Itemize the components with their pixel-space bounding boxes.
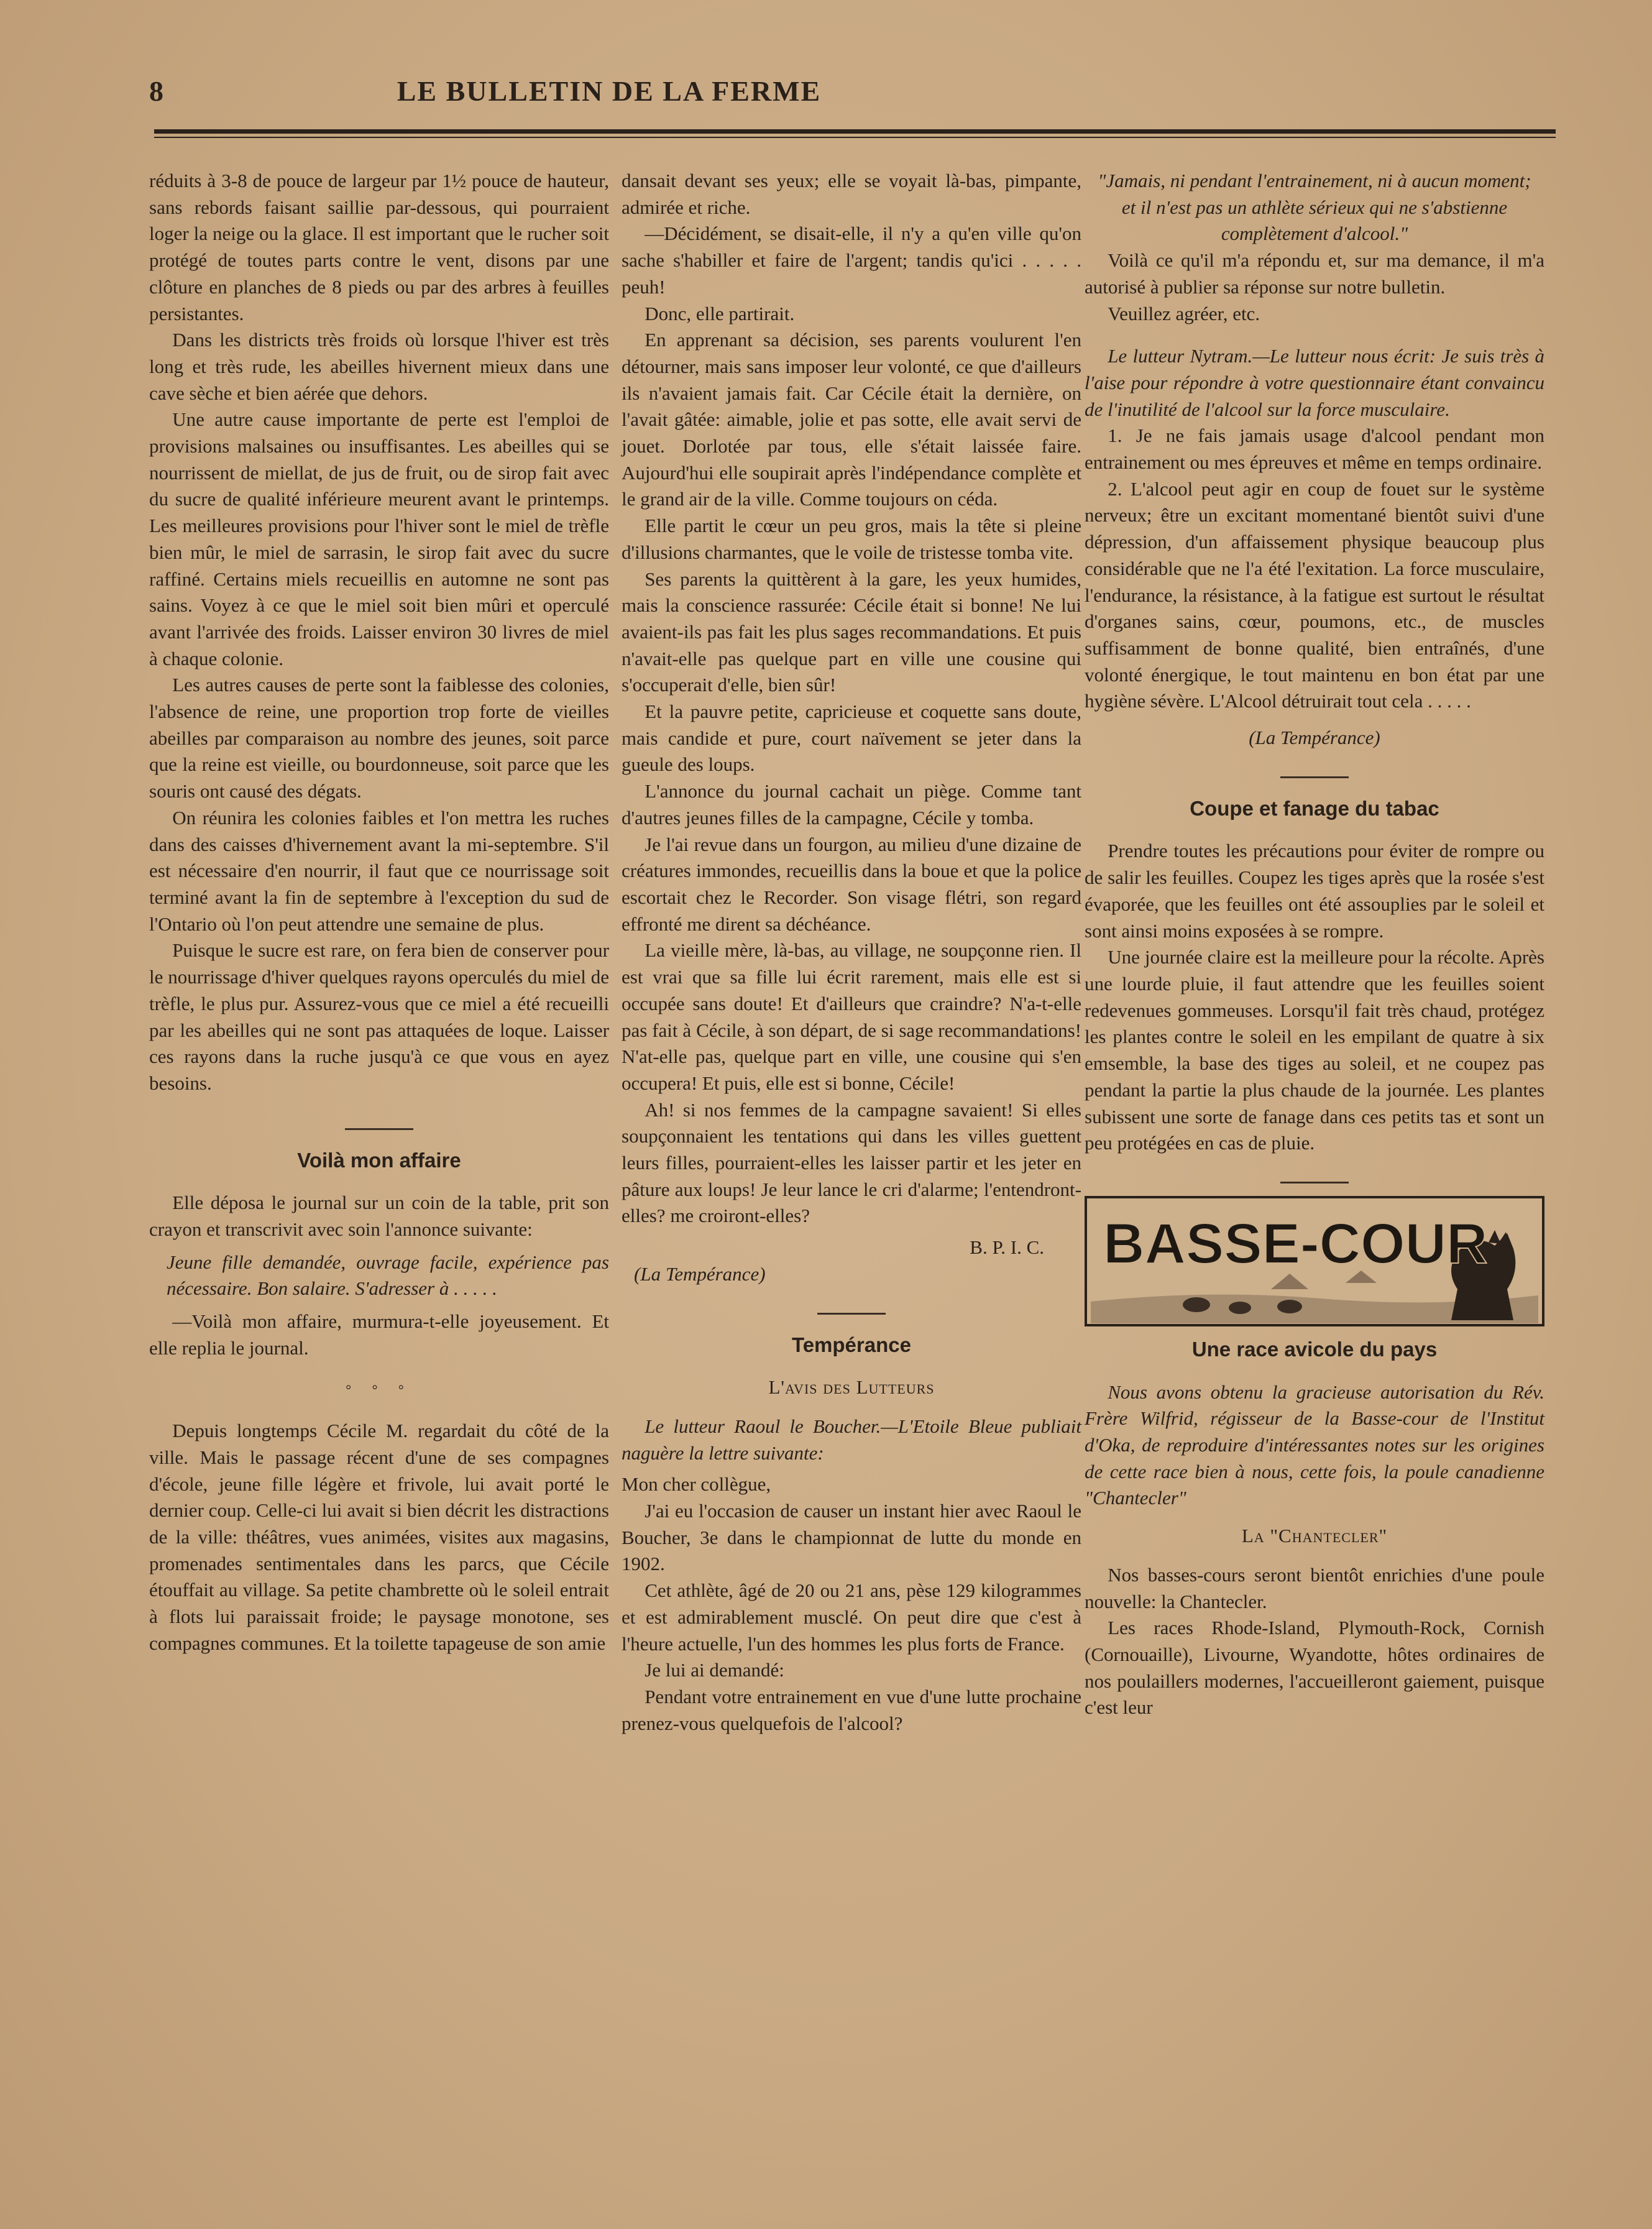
paragraph: Une journée claire est la meilleure pour la récolte. Après une lourde pluie, il faut attendre que les feuilles soient redevenues gommeuses. Lorsqu'il fait très chaud, protégez les plantes contre le soleil en les empilant de quatre à six emsemble, la base des tiges au soleil, et ne coupez pas pendant la partie la plus chaude de la journée. Les plantes subissent une sorte de fanage dans ces petits tas et sont un peu protégées en cas de pluie. [1085,946,1544,1154]
section-separator [345,1128,413,1130]
paragraph: Les races Rhode-Island, Plymouth-Rock, Cornish (Cornouaille), Livourne, Wyandotte, hôtes ordinaires de nos poulaillers modernes, l'accueilleront gaiement, puisque c'est leur [1085,1617,1544,1719]
paragraph: dansait devant ses yeux; elle se voyait là-bas, pimpante, admirée et riche. [622,170,1081,218]
section-separator [1280,776,1349,778]
header-rule-thin [154,137,1556,138]
column-2 [622,168,1081,1737]
paragraph: 1. Je ne fais jamais usage d'alcool pendant mon entrainement ou mes épreuves et même en temps ordinaire. [1085,425,1544,474]
paragraph: Nous avons obtenu la gracieuse autorisation du Rév. Frère Wilfrid, régisseur de la Basse-cour de l'Institut d'Oka, de reproduire d'intéressantes notes sur les origines de cette race bien à nous, cette fois, la poule canadienne "Chantecler" [1085,1381,1544,1509]
article-title-voila: Voilà mon affaire [297,1148,461,1172]
page-header [149,75,1069,124]
paragraph: Ah! si nos femmes de la campagne savaient! Si elles soupçonnaient les tentations qui dans les villes guettent leurs filles, pourraient-elles les laisser partir et les jeter en pâture aux loups! Je leur lance le cri d'alarme; l'entendront-elles? me croiront-elles? [622,1098,1081,1227]
paragraph: Pendant votre entrainement en vue d'une lutte prochaine prenez-vous quelquefois de l'alcool? [622,1685,1081,1734]
article-title-race: Une race avicole du pays [1191,1337,1438,1361]
source-credit: (La Tempérance) [634,1262,766,1285]
paragraph: Prendre toutes les précautions pour éviter de rompre ou de salir les feuilles. Coupez les tiges après que la rosée s'est évaporée, que les feuilles ont été assouplies par le soleil et sont ainsi moins exposées à se rompre. [1085,840,1544,942]
signature: B. P. I. C. [970,1236,1044,1259]
athlete-quote: "Jamais, ni pendant l'entrainement, ni à aucun moment; et il n'est pas un athlète sérieux qui ne s'abstienne complètement d'alcool." [1098,170,1531,245]
paragraph: Je l'ai revue dans un fourgon, au milieu d'une dizaine de créatures immondes, recueillis dans la boue et que la police escortait chez le Recorder. Son visage flétri, son regard effronté me dirent sa déchéance. [622,833,1081,935]
article-title-temperance: Tempérance [792,1333,911,1356]
paragraph: Et la pauvre petite, capricieuse et coquette sans doute, mais candide et pure, court naïvement se jeter dans la gueule des loups. [622,701,1081,776]
article-title-tabac: Coupe et fanage du tabac [1190,796,1439,820]
paragraph: Ses parents la quittèrent à la gare, les yeux humides, mais la conscience rassurée: Cécile était si bonne! Ne lui avaient-ils pas fait les plus sages recommandations. Et puis n'avait-elle pas quelque part en ville une cousine qui s'occuperait d'elle, bien sûr! [622,568,1081,696]
paragraph: 2. L'alcool peut agir en coup de fouet sur le système nerveux; être un excitant momentané bientôt suivi d'une dépression, d'un affaissement physique beaucoup plus considérable que ne l'a été l'exitation. La force musculaire, l'endurance, la résistance, à la fatigue est surtout le résultat d'organes sains, cœur, poumons, etc., de muscles suffisamment de bonne qualité, bien entraînés, d'une volonté énergique, le tout maintenu en bon état par une hygiène sévère. L'Alcool détruirait tout cela . . . . . [1085,477,1544,712]
section-separator [1280,1182,1349,1183]
paragraph: Mon cher collègue, [622,1473,771,1496]
paragraph: Une autre cause importante de perte est l'emploi de provisions malsaines ou insuffisantes. Les abeilles qui se nourrissent de miellat, de jus de fruit, ou de sirop fait avec du sucre de qualité inférieure meurent avant le printemps. Les meilleures provisions pour l'hiver sont le miel de trèfle bien mûr, le miel de sarrasin, le sirop fait avec du sucre raffiné. Certains miels recueillis en automne ne sont pas sains. Voyez à ce que le miel soit bien mûri et operculé avant l'arrivée des froids. Laisser environ 30 livres de miel à chaque colonie. [149,408,609,669]
paragraph: Cet athlète, âgé de 20 ou 21 ans, pèse 129 kilogrammes et est admirablement musclé. On peut dire que c'est à l'heure actuelle, l'un des hommes les plus forts de France. [622,1579,1081,1655]
paragraph: On réunira les colonies faibles et l'on mettra les ruches dans des caisses d'hivernement avant la mi-septembre. S'il est nécessaire d'en nourrir, il faut que ce nourrissage soit terminé avant la fin de septembre à l'exception du sud de l'Ontario où l'on peut attendre une semaine de plus. [149,806,609,935]
source-credit: (La Tempérance) [1249,727,1380,749]
paragraph: Les autres causes de perte sont la faiblesse des colonies, l'absence de reine, une proportion trop forte de vieilles abeilles par comparaison au nombre des jeunes, soit parce que la reine est vieille, ou bourdonneuse, soit parce que les souris ont causé des dégats. [149,674,609,802]
header-rule [154,129,1556,134]
column-3 [1085,168,1544,1721]
paragraph: Elle déposa le journal sur un coin de la table, prit son crayon et transcrivit avec soin l'annonce suivante: [149,1192,609,1241]
paragraph: La vieille mère, là-bas, au village, ne soupçonne rien. Il est vrai que sa fille lui écrit rarement, mais elle est si occupée sans doute! Et d'ailleurs que craindre? N'a-t-elle pas fait à Cécile, à son départ, de si sage recommandations! N'at-elle pas, quelque part en ville, une cousine qui s'en occupera! Et puis, elle est si bonne, Cécile! [622,939,1081,1094]
paragraph: Le lutteur Raoul le Boucher.—L'Etoile Bleue publiait naguère la lettre suivante: [622,1415,1081,1464]
paragraph: J'ai eu l'occasion de causer un instant hier avec Raoul le Boucher, 3e dans le championnat de lutte du monde en 1902. [622,1500,1081,1575]
paragraph: Veuillez agréer, etc. [1108,302,1260,324]
section-separator [817,1313,886,1315]
dinkus-separator: ° ° ° [346,1381,413,1397]
paragraph: —Décidément, se disait-elle, il n'y a qu'en ville qu'on sache s'habiller et faire de l'argent; tandis qu'ici . . . . . peuh! [622,223,1081,298]
basse-cour-logo [1085,1196,1544,1326]
paragraph: Le lutteur Nytram.—Le lutteur nous écrit: Je suis très à l'aise pour répondre à votre questionnaire étant convaincu de l'inutilité de l'alcool sur la force musculaire. [1085,345,1544,420]
paragraph: Je lui ai demandé: [645,1659,784,1681]
paragraph: Dans les districts très froids où lorsque l'hiver est très long et très rude, les abeilles hivernent mieux dans une cave sèche et bien aérée que dehors. [149,329,609,404]
column-1 [149,168,609,1657]
paragraph: En apprenant sa décision, ses parents voulurent l'en détourner, mais sans imposer leur volonté, ce que d'ailleurs ils n'avaient jamais fait. Car Cécile était la dernière, on l'avait gâtée: aimable, jolie et pas sotte, elle avait servi de jouet. Dorlotée par tous, elle s'était laissée faire. Aujourd'hui elle soupirait après l'indépendance complète et le grand air de la ville. Comme toujours on céda. [622,329,1081,510]
article-subtitle: La "Chantecler" [1241,1525,1388,1547]
paragraph: Nos basses-cours seront bientôt enrichies d'une poule nouvelle: la Chantecler. [1085,1563,1544,1612]
paragraph: L'annonce du journal cachait un piège. Comme tant d'autres jeunes filles de la campagne, Cécile y tomba. [622,780,1081,829]
logo-lettering: BASSE-COUR [1103,1211,1488,1275]
basse-cour-logo-graphic [1085,1196,1544,1326]
paragraph: Voilà ce qu'il m'a répondu et, sur ma demance, il m'a autorisé à publier sa réponse sur notre bulletin. [1085,249,1544,298]
paragraph: Elle partit le cœur un peu gros, mais la tête si pleine d'illusions charmantes, que le voile de tristesse tomba vite. [622,515,1081,563]
paragraph: Donc, elle partirait. [645,302,795,324]
masthead-title: LE BULLETIN DE LA FERME [397,75,822,107]
article-subtitle: L'avis des Lutteurs [768,1376,935,1399]
paragraph: réduits à 3-8 de pouce de largeur par 1½ pouce de hauteur, sans rebords faisant saillie par-dessous, qui pourraient loger la neige ou la glace. Il est important que le rucher soit protégé de toutes parts contre le vent, disons par une clôture en planches de 8 pieds ou par des arbres à feuilles persistantes. [149,170,609,324]
classified-ad-quote: Jeune fille demandée, ouvrage facile, expérience pas nécessaire. Bon salaire. S'adresser à . . . . . [167,1251,609,1300]
paragraph: Depuis longtemps Cécile M. regardait du côté de la ville. Mais le passage récent d'une de ses compagnes d'école, jeune fille légère et frivole, lui avait porté le dernier coup. Celle-ci lui avait si bien décrit les distractions de la ville: théâtres, vues animées, visites aux magasins, promenades sentimentales dans les parcs, que Cécile étouffait au village. Sa petite chambrette où le soleil entrait à flots lui paraissait froide; le paysage monotone, ses compagnes communes. Et la toilette tapageuse de son amie [149,1420,609,1654]
paragraph: Puisque le sucre est rare, on fera bien de conserver pour le nourrissage d'hiver quelques rayons operculés du miel de trèfle, le plus pur. Assurez-vous que ce miel a été recueilli par les abeilles qui ne sont pas attaquées de loque. Laisser ces rayons dans la ruche jusqu'à ce que vous en ayez besoins. [149,939,609,1094]
page-number: 8 [149,75,163,107]
paragraph: —Voilà mon affaire, murmura-t-elle joyeusement. Et elle replia le journal. [149,1310,609,1359]
